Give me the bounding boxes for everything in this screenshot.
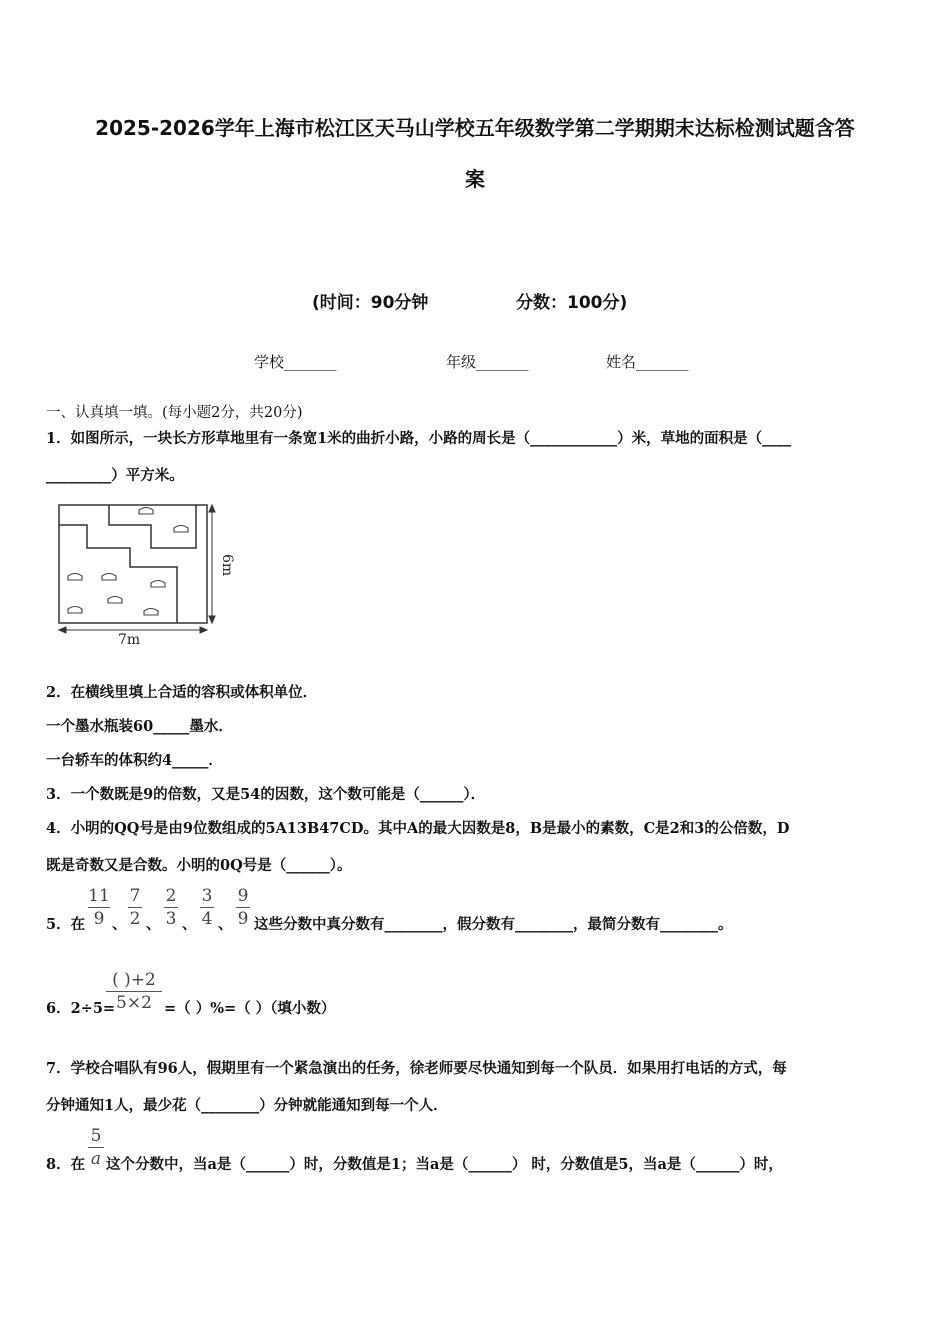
question-6-prefix: 6．2÷5= [46,1000,116,1017]
document-title-line2: 案 [465,167,485,191]
question-2-line2: 一个墨水瓶装60_____墨水． [46,718,233,735]
fraction: 11 9 [88,886,110,929]
question-4-line2: 既是奇数又是合数。小明的0Q号是（______）。 [46,857,352,874]
separator: 、 [146,916,161,933]
school-field: 学校_______ [254,353,337,371]
grass-icon [108,597,122,604]
lawn-outline [59,505,207,623]
fraction: 3 4 [201,886,213,929]
question-5-text: 这些分数中真分数有________，假分数有________，最简分数有________。 [254,916,733,933]
grass-icon [68,607,82,614]
grass-icon [174,526,188,533]
grass-icon [139,508,153,515]
fraction: 7 2 [129,886,141,929]
width-label: 7m [118,632,141,648]
grass-icon [68,574,82,581]
question-5-prefix: 5．在 [46,916,86,933]
grass-icon [151,581,165,588]
grass-icon [102,574,116,581]
name-field: 姓名_______ [606,353,689,371]
lawn-figure [50,498,235,648]
grass-icon [144,609,158,616]
question-8-prefix: 8．在 [46,1156,86,1173]
question-1-line1: 1．如图所示，一块长方形草地里有一条宽1米的曲折小路，小路的周长是（____________）米，草地的面积是（____ [46,430,792,447]
question-8-text: 这个分数中，当a是（______）时，分数值是1；当a是（______） 时，分数值是5，当a是（______）时， [106,1156,783,1173]
grade-field: 年级_______ [446,353,529,371]
question-7-line1: 7．学校合唱队有96人，假期里有一个紧急演出的任务，徐老师要尽快通知到每一个队员．如果用打电话的方式，每 [46,1060,787,1077]
fraction: 2 3 [165,886,177,929]
question-1-line2: _________）平方米。 [46,467,184,484]
fraction: ( )+2 5×2 [106,970,162,1013]
question-6-text: =（ ）%=（ ）（填小数） [164,1000,336,1017]
section-heading: 一、认真填一填。(每小题2分，共20分) [46,405,303,421]
time-info: (时间：90分钟 [312,293,429,313]
question-7-line2: 分钟通知1人，最少花（________）分钟就能通知到每一个人． [46,1097,448,1114]
height-label: 6m [219,554,235,577]
separator: 、 [218,916,233,933]
grass-icons [68,508,188,616]
separator: 、 [182,916,197,933]
question-4-line1: 4．小明的QQ号是由9位数组成的5A13B47CD。其中A的最大因数是8，B是最小的素数，C是2和3的公倍数，D [46,820,790,837]
score-info: 分数：100分) [516,293,628,313]
fraction: 5 a [88,1126,104,1169]
question-2-line1: 2．在横线里填上合适的容积或体积单位． [46,684,318,701]
question-2-line3: 一台轿车的体积约4_____． [46,752,223,769]
document-title-line1: 2025-2026学年上海市松江区天马山学校五年级数学第二学期期末达标检测试题含答 [95,116,855,140]
question-3: 3．一个数既是9的倍数，又是54的因数，这个数可能是（______）． [46,786,486,803]
fraction: 9 9 [237,886,249,929]
separator: 、 [112,916,127,933]
